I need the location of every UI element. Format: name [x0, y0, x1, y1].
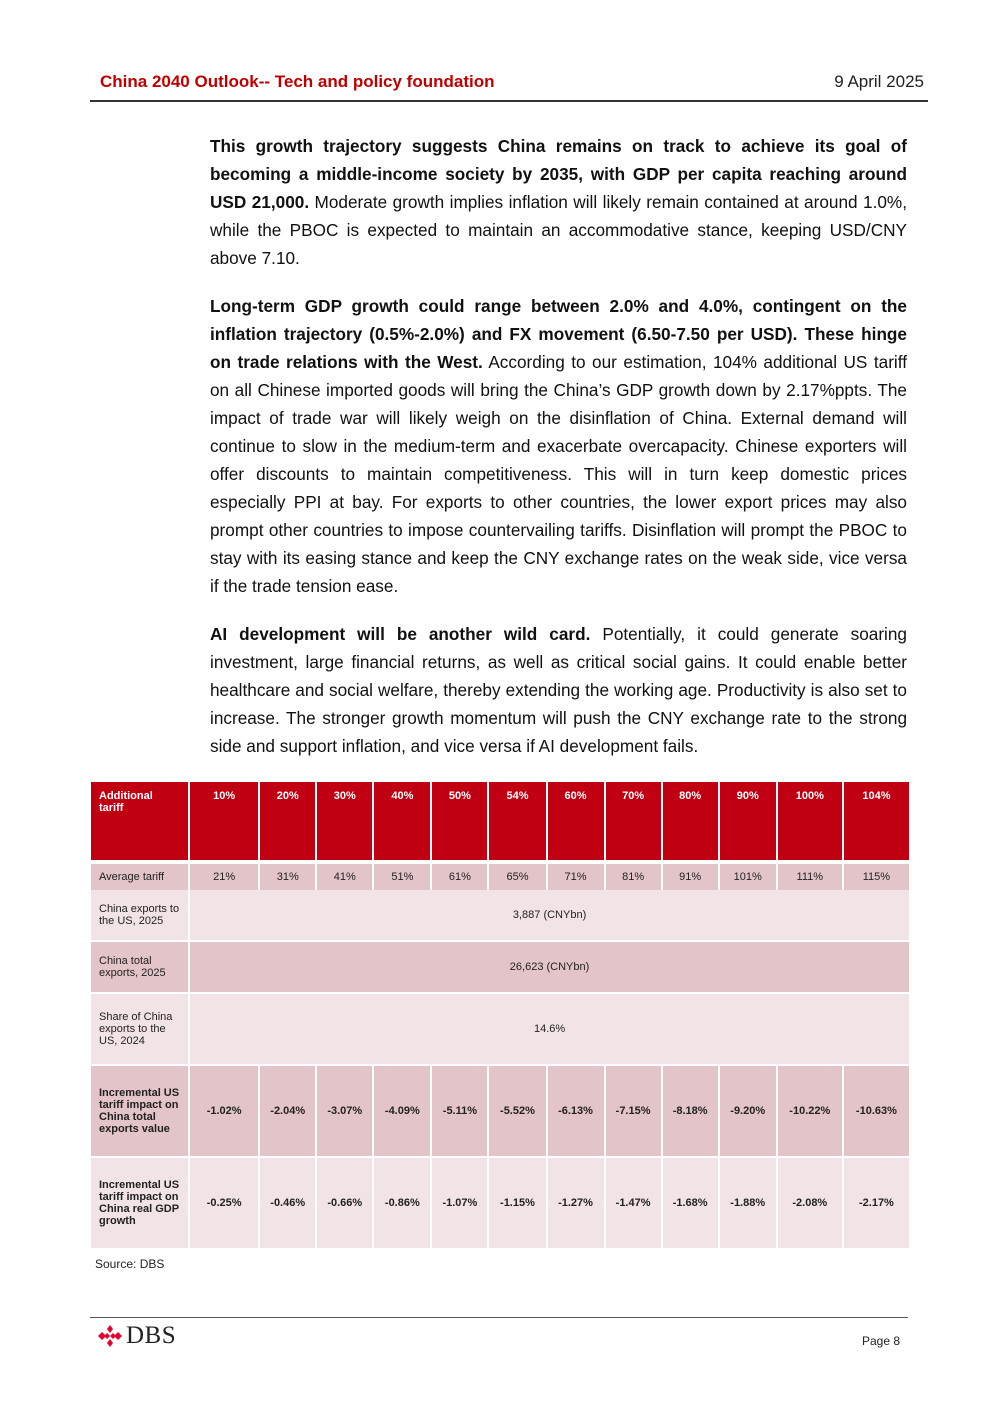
- tariff-header-cell: 80%: [662, 782, 719, 860]
- row-label-cell: Incremental US tariff impact on China total exports value: [91, 1065, 189, 1157]
- impact-gdp-cell: -1.07%: [431, 1157, 488, 1248]
- paragraph-1-lead: This growth trajectory suggests China remains on track to achieve its goal of becoming a middle-income society by 2035, with GDP per capita reaching around USD 21,000.: [210, 136, 907, 212]
- table-row-average-tariff: [91, 864, 910, 890]
- document-title: China 2040 Outlook-- Tech and policy foundation: [100, 72, 495, 91]
- average-tariff-cell: 91%: [662, 864, 719, 890]
- paragraph-2-lead: Long-term GDP growth could range between 2.0% and 4.0%, contingent on the inflation trajectory (0.5%-2.0%) and FX movement (6.50-7.50 per USD). These hinge on trade relations with the West.: [210, 296, 907, 372]
- dbs-logo-text: DBS: [126, 1322, 177, 1349]
- tariff-header-cell: 50%: [431, 782, 488, 860]
- tariff-header-cell: 30%: [316, 782, 373, 860]
- average-tariff-cell: 65%: [488, 864, 546, 890]
- impact-gdp-cell: -2.08%: [777, 1157, 843, 1248]
- exports-us-value-cell: 3,887 (CNYbn): [189, 890, 910, 941]
- tariff-header-cell: 10%: [189, 782, 259, 860]
- impact-gdp-cell: -2.17%: [843, 1157, 910, 1248]
- impact-exports-cell: -10.63%: [843, 1065, 910, 1157]
- table-row-impact-exports: [91, 1065, 910, 1157]
- dbs-logo: [98, 1324, 176, 1348]
- footer-divider: [90, 1317, 908, 1318]
- impact-gdp-cell: -0.46%: [259, 1157, 316, 1248]
- impact-gdp-cell: -0.25%: [189, 1157, 259, 1248]
- paragraph-3-text: Potentially, it could generate soaring investment, large financial returns, as well as critical social gains. It could enable better healthcare and social welfare, thereby extending the working age. Productivity is also set to increase. The stronger growth momentum will push the CNY exchange rate to the strong side and support inflation, and vice versa if AI development fails.: [210, 624, 907, 756]
- impact-exports-cell: -1.02%: [189, 1065, 259, 1157]
- average-tariff-cell: 61%: [431, 864, 488, 890]
- impact-exports-cell: -10.22%: [777, 1065, 843, 1157]
- tariff-header-cell: 70%: [605, 782, 662, 860]
- average-tariff-cell: 81%: [605, 864, 662, 890]
- tariff-header-cell: 90%: [719, 782, 777, 860]
- paragraph-1: [210, 132, 907, 272]
- paragraph-1-text: Moderate growth implies inflation will likely remain contained at around 1.0%, while the PBOC is expected to maintain an accommodative stance, keeping USD/CNY above 7.10.: [210, 192, 907, 268]
- row-label-cell: Average tariff: [91, 864, 189, 890]
- body-text: [210, 132, 907, 780]
- paragraph-3: [210, 620, 907, 760]
- average-tariff-cell: 115%: [843, 864, 910, 890]
- paragraph-2: [210, 292, 907, 600]
- tariff-impact-table: [91, 782, 911, 1248]
- impact-gdp-cell: -1.47%: [605, 1157, 662, 1248]
- share-value-cell: 14.6%: [189, 993, 910, 1065]
- impact-gdp-cell: -0.66%: [316, 1157, 373, 1248]
- impact-exports-cell: -7.15%: [605, 1065, 662, 1157]
- total-exports-value-cell: 26,623 (CNYbn): [189, 941, 910, 993]
- tariff-header-cell: 40%: [373, 782, 431, 860]
- tariff-header-cell: 54%: [488, 782, 546, 860]
- average-tariff-cell: 71%: [547, 864, 605, 890]
- row-label-cell: Share of China exports to the US, 2024: [91, 993, 189, 1065]
- average-tariff-cell: 41%: [316, 864, 373, 890]
- page-header: [90, 72, 928, 102]
- tariff-header-cell: 20%: [259, 782, 316, 860]
- average-tariff-cell: 111%: [777, 864, 843, 890]
- row-label-cell: China total exports, 2025: [91, 941, 189, 993]
- impact-exports-cell: -9.20%: [719, 1065, 777, 1157]
- document-date: 9 April 2025: [834, 72, 924, 91]
- impact-gdp-cell: -0.86%: [373, 1157, 431, 1248]
- table-row-exports-us: [91, 890, 910, 941]
- average-tariff-cell: 101%: [719, 864, 777, 890]
- tariff-header-cell: 60%: [547, 782, 605, 860]
- table-row-share: [91, 993, 910, 1065]
- table-row-impact-gdp: [91, 1157, 910, 1248]
- impact-exports-cell: -2.04%: [259, 1065, 316, 1157]
- paragraph-2-text: According to our estimation, 104% additional US tariff on all Chinese imported goods will bring the China’s GDP growth down by 2.17%ppts. The impact of trade war will likely weigh on the disinflation of China. External demand will continue to slow in the medium-term and exacerbate overcapacity. Chinese exporters will offer discounts to maintain competitiveness. This will in turn keep domestic prices especially PPI at bay. For exports to other countries, the lower export prices may also prompt other countries to impose countervailing tariffs. Disinflation will prompt the PBOC to stay with its easing stance and keep the CNY exchange rates on the weak side, vice versa if the trade tension ease.: [210, 352, 907, 596]
- average-tariff-cell: 21%: [189, 864, 259, 890]
- impact-exports-cell: -3.07%: [316, 1065, 373, 1157]
- tariff-header-cell: 100%: [777, 782, 843, 860]
- page-number: Page 8: [862, 1334, 901, 1348]
- table-row-total-exports: [91, 941, 910, 993]
- source-note: Source: DBS: [95, 1257, 165, 1271]
- dbs-logo-mark-icon: [98, 1325, 122, 1347]
- impact-gdp-cell: -1.68%: [662, 1157, 719, 1248]
- row-label-cell: Incremental US tariff impact on China real GDP growth: [91, 1157, 189, 1248]
- tariff-header-cell: 104%: [843, 782, 910, 860]
- impact-exports-cell: -5.11%: [431, 1065, 488, 1157]
- impact-gdp-cell: -1.88%: [719, 1157, 777, 1248]
- impact-exports-cell: -8.18%: [662, 1065, 719, 1157]
- paragraph-3-lead: AI development will be another wild card.: [210, 624, 591, 644]
- average-tariff-cell: 31%: [259, 864, 316, 890]
- average-tariff-cell: 51%: [373, 864, 431, 890]
- impact-exports-cell: -5.52%: [488, 1065, 546, 1157]
- impact-gdp-cell: -1.27%: [547, 1157, 605, 1248]
- impact-gdp-cell: -1.15%: [488, 1157, 546, 1248]
- impact-exports-cell: -4.09%: [373, 1065, 431, 1157]
- header-label-cell: Additional tariff: [91, 782, 189, 860]
- impact-exports-cell: -6.13%: [547, 1065, 605, 1157]
- table-header-row: [91, 782, 910, 860]
- row-label-cell: China exports to the US, 2025: [91, 890, 189, 941]
